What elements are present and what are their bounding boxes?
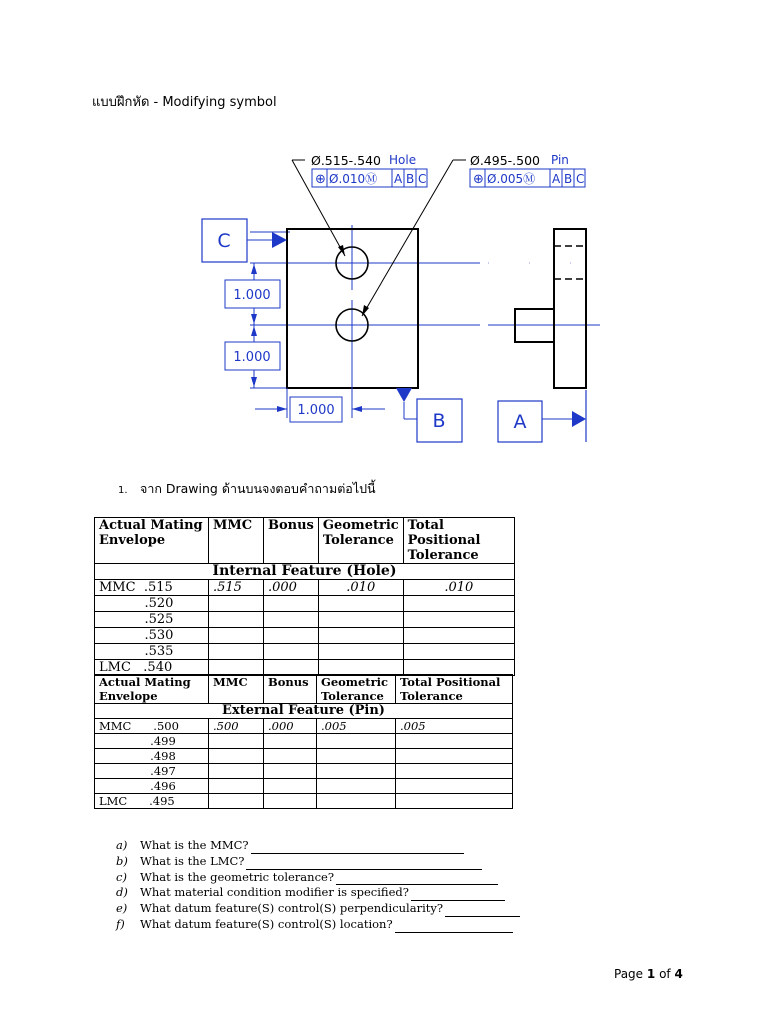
svg-text:C: C <box>418 172 427 186</box>
table-row: LMC .495 <box>95 794 513 809</box>
svg-text:⊕: ⊕ <box>315 172 326 187</box>
part-side-view <box>515 229 586 388</box>
datum-a-triangle <box>572 411 586 427</box>
table-row: MMC .515 .515 .000 .010 .010 <box>95 580 515 596</box>
pin-size-callout: Ø.495-.500 <box>470 153 541 168</box>
table-row: .520 <box>95 596 515 612</box>
page-number: Page 1 of 4 <box>614 967 683 981</box>
dim-top-value: 1.000 <box>233 288 271 303</box>
hole-size-callout: Ø.515-.540 <box>311 153 382 168</box>
table-row: LMC .540 <box>95 660 515 676</box>
question-a: a) What is the MMC? <box>116 838 520 854</box>
question-d: d) What material condition modifier is specified? <box>116 885 520 901</box>
table-row: .499 <box>95 734 513 749</box>
svg-text:A: A <box>552 172 561 186</box>
datum-c-triangle <box>272 232 287 248</box>
table-row: .525 <box>95 612 515 628</box>
hole-label: Hole <box>389 153 417 167</box>
answer-line <box>395 920 513 933</box>
question-list <box>116 838 520 933</box>
datum-a-label: A <box>513 411 527 433</box>
pin-table-subtitle: External Feature (Pin) <box>95 704 513 719</box>
datum-b-triangle <box>396 388 412 402</box>
answer-line <box>251 841 464 854</box>
svg-text:Ø.010Ⓜ: Ø.010Ⓜ <box>329 172 378 186</box>
hole-feature-control-frame <box>312 169 427 187</box>
hole-table-subtitle: Internal Feature (Hole) <box>95 564 515 580</box>
dim-bottom-value: 1.000 <box>297 403 335 418</box>
gdt-drawing <box>190 140 610 450</box>
table-row: .496 <box>95 779 513 794</box>
table-row: .498 <box>95 749 513 764</box>
table-row: .530 <box>95 628 515 644</box>
answer-line <box>246 857 482 870</box>
datum-b-label: B <box>432 410 446 432</box>
svg-text:Ø.005Ⓜ: Ø.005Ⓜ <box>487 172 536 186</box>
answer-line <box>445 904 520 917</box>
svg-text:⊕: ⊕ <box>473 172 484 187</box>
question-1: 1. จาก Drawing ด้านบนจงตอบคำถามต่อไปนี้ <box>118 481 376 496</box>
question-f: f) What datum feature(S) control(S) location? <box>116 917 520 933</box>
table-row: .497 <box>95 764 513 779</box>
answer-line <box>336 872 498 885</box>
question-e: e) What datum feature(S) control(S) perpendicularity? <box>116 901 520 917</box>
pin-feature-control-frame <box>470 169 585 187</box>
pin-label: Pin <box>551 153 569 167</box>
dim-middle-value: 1.000 <box>233 350 271 365</box>
table-row: .535 <box>95 644 515 660</box>
svg-text:C: C <box>576 172 585 186</box>
pin-table: Actual Mating Envelope MMC Bonus Geometric Tolerance Total Positional Tolerance External Feature (Pin) MMC .500 .500 .000 .005 .005 .499 .498 .497 .496 LMC .495 <box>94 674 513 809</box>
svg-text:B: B <box>406 172 415 186</box>
page-title: แบบฝึกหัด - Modifying symbol <box>92 95 277 110</box>
table-row: MMC .500 .500 .000 .005 .005 <box>95 719 513 734</box>
hole-table: Actual Mating Envelope MMC Bonus Geometric Tolerance Total Positional Tolerance Internal Feature (Hole) MMC .515 .515 .000 .010 .010 .520 .525 .530 .535 LMC .540 <box>94 517 515 676</box>
svg-text:B: B <box>564 172 573 186</box>
datum-c-label: C <box>217 230 231 252</box>
question-c: c) What is the geometric tolerance? <box>116 870 520 886</box>
answer-line <box>411 888 505 901</box>
question-b: b) What is the LMC? <box>116 854 520 870</box>
svg-text:A: A <box>394 172 403 186</box>
